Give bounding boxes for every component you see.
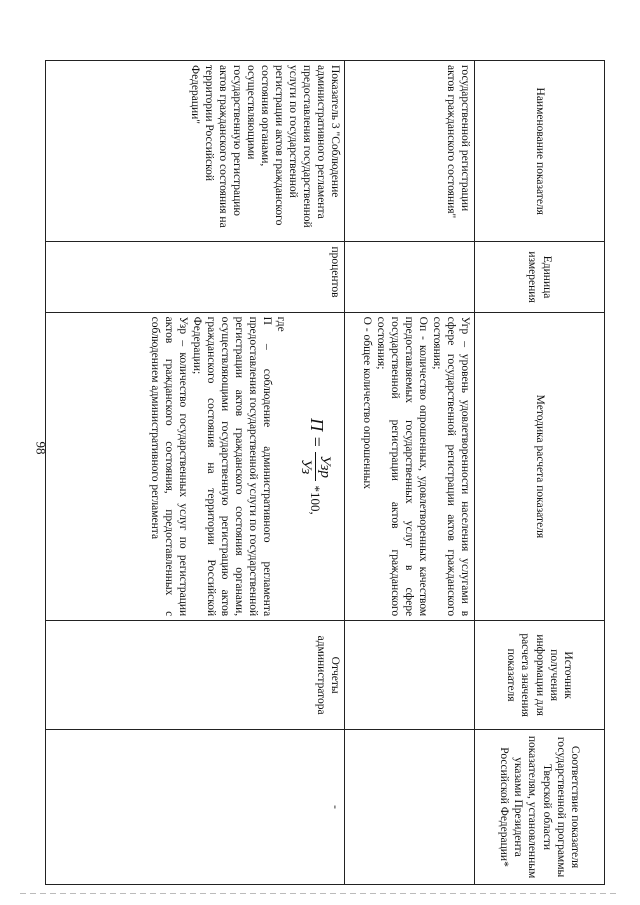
formula-denominator: Уз [297,459,314,475]
formula-numerator: Узр [315,452,334,481]
scan-edge-rule [20,893,620,894]
table-header-row [475,61,605,885]
row1-method-line: О - общее количество опрошенных [360,316,373,490]
row1-correspondence [345,730,475,885]
row1-source [345,621,475,730]
formula-fraction [296,452,334,481]
header-unit: Единица измерения [475,242,605,312]
row2-method [46,312,345,621]
where-label: где [275,316,288,332]
page-number: 98 [33,441,49,455]
row1-method-line: Угр – уровень удовлетворенности населения услугами в сфере государственной регистрации актов гражданского состояния; [430,316,471,617]
row1-method-line: Оп - количество опрошенных, удовлетворенных качеством предоставляемых государственных услуг в сфере государственной регистрации актов гражданского состояния; [374,316,429,617]
table-row [345,61,475,885]
table-row [46,61,345,885]
row2-correspondence: - [46,730,345,885]
row2-method-line: П – соблюдение административного регламента предоставления государственной услуги по государственной регистрации актов гражданского состояния органами, осуществляющими государственную регистрацию актов гражданского состояния на территории Российской Федерации; [191,316,274,617]
row2-source: Отчеты администратора [46,621,345,730]
row2-method-line: Узр – количество государственных услуг по регистрации актов гражданского состояния, предоставленных с соблюдением административного регламента [149,316,190,617]
indicator-table [45,60,605,885]
formula-lhs: П = [307,418,328,448]
header-name: Наименование показателя [475,61,605,242]
header-source: Источник получения информации для расчета значения показателя [475,621,605,730]
formula [296,317,334,617]
row2-name: Показатель 3 "Соблюдение административного регламента предоставления государственной услуги по государственной регистрации актов гражданского состояния органами, осуществляющими государственную регистрацию актов гражданского состояния на территории Российской Федерации" [46,61,345,242]
header-method: Методика расчета показателя [475,312,605,621]
row1-name: государственной регистрации актов гражданского состояния" [345,61,475,242]
row1-method [345,312,475,621]
row2-unit: процентов [46,242,345,312]
rotated-table-wrapper [45,60,605,885]
header-correspondence: Соответствие показателя государственной программы Тверской области показателям, установленным указами Президента Российской Федерации* [475,730,605,885]
row1-unit [345,242,475,312]
formula-tail: *100, [308,485,324,515]
